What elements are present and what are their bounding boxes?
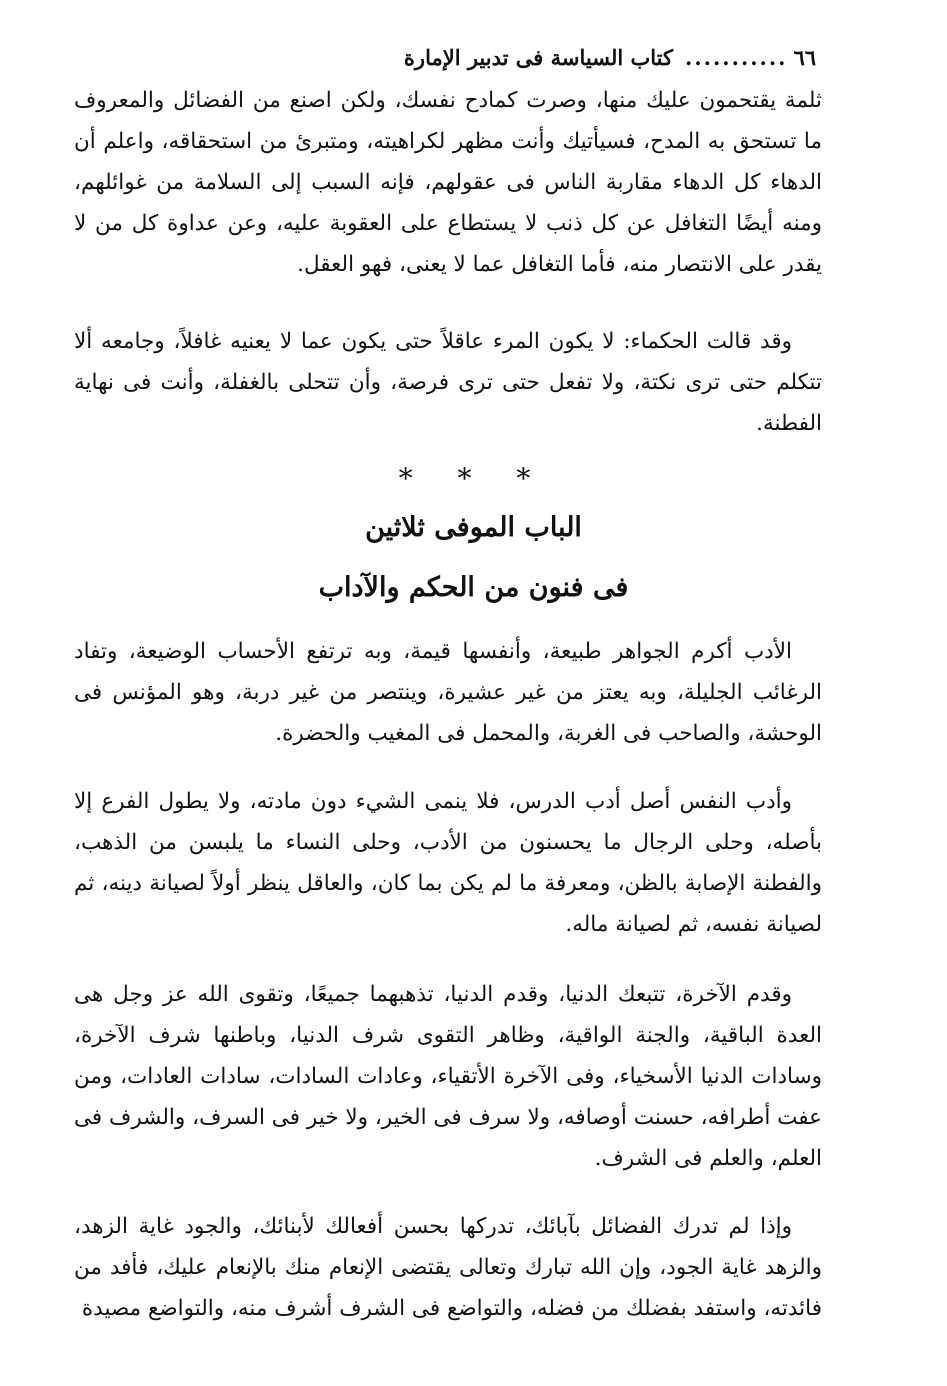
- header-leader-dots: ...........: [685, 44, 788, 70]
- chapter-title: الباب الموفى ثلاثين: [365, 512, 582, 543]
- chapter-subtitle: فى فنون من الحكم والآداب: [318, 572, 629, 603]
- page-number: ٦٦: [793, 44, 816, 70]
- section-separator: * * *: [398, 462, 549, 495]
- chapter-paragraph: الأدب أكرم الجواهر طبيعة، وأنفسها قيمة، وبه ترتفع الأحساب الوضيعة، وتفاد الرغائب الجليلة، وبه يعتز من غير عشيرة، وينتصر من غير دربة، وهو المؤنس فى الوحشة، والصاحب فى الغربة، والمحمل فى المغيب والحضرة.: [74, 639, 822, 746]
- chapter-paragraph: وقدم الآخرة، تتبعك الدنيا، وقدم الدنيا، تذهبهما جميعًا، وتقوى الله عز وجل هى العدة الباقية، والجنة الواقية، وظاهر التقوى شرف الدنيا، وباطنها شرف الآخرة، وسادات الدنيا الأسخياء، وفى الآخرة الأتقياء، وعادات السادات، سادات العادات، ومن عفت أطرافه، حسنت أوصافه، ولا سرف فى الخير، ولا خير فى السرف، والشرف فى العلم، والعلم فى الشرف.: [74, 982, 822, 1171]
- running-header: [78, 40, 816, 74]
- chapter-paragraph: وإذا لم تدرك الفضائل بآبائك، تدركها بحسن أفعالك لأبنائك، والجود غاية الزهد، والزهد غاية الجود، وإن الله تبارك وتعالى يقتضى الإنعام منك بالإنعام عليك، فأفد من فائدته، واستفد بفضلك من فضله، والتواضع فى الشرف أشرف منه، والتواضع مصيدة: [74, 1214, 822, 1321]
- chapter-paragraph: وأدب النفس أصل أدب الدرس، فلا ينمى الشيء دون مادته، ولا يطول الفرع إلا بأصله، وحلى الرجال ما يحسنون من الأدب، وحلى النساء ما يلبسن من الذهب، والفطنة الإصابة بالظن، ومعرفة ما لم يكن بما كان، والعاقل ينظر أولاً لصيانة دينه، ثم لصيانة نفسه، ثم لصيانة ماله.: [74, 789, 822, 937]
- paragraph-wise-saying: وقد قالت الحكماء: لا يكون المرء عاقلاً حتى يكون عما لا يعنيه غافلاً، وجامعه ألا تتكلم حتى ترى نكتة، ولا تفعل حتى ترى فرصة، وأن تتحلى بالغفلة، وأنت فى نهاية الفطنة.: [74, 329, 822, 436]
- paragraph-continued: ثلمة يقتحمون عليك منها، وصرت كمادح نفسك، ولكن اصنع من الفضائل والمعروف ما تستحق به المدح، فسيأتيك وأنت مظهر لكراهيته، ومتبرئ من استحقاقه، واعلم أن الدهاء كل الدهاء مقاربة الناس فى عقولهم، فإنه السبب إلى السلامة من غوائلهم، ومنه أيضًا التغافل عن كل ذنب لا يستطاع على العقوبة عليه، وعن عداوة كل من لا يقدر على الانتصار منه، فأما التغافل عما لا يعنى، فهو العقل.: [74, 88, 822, 277]
- book-title: كتاب السياسة فى تدبير الإمارة: [403, 44, 674, 70]
